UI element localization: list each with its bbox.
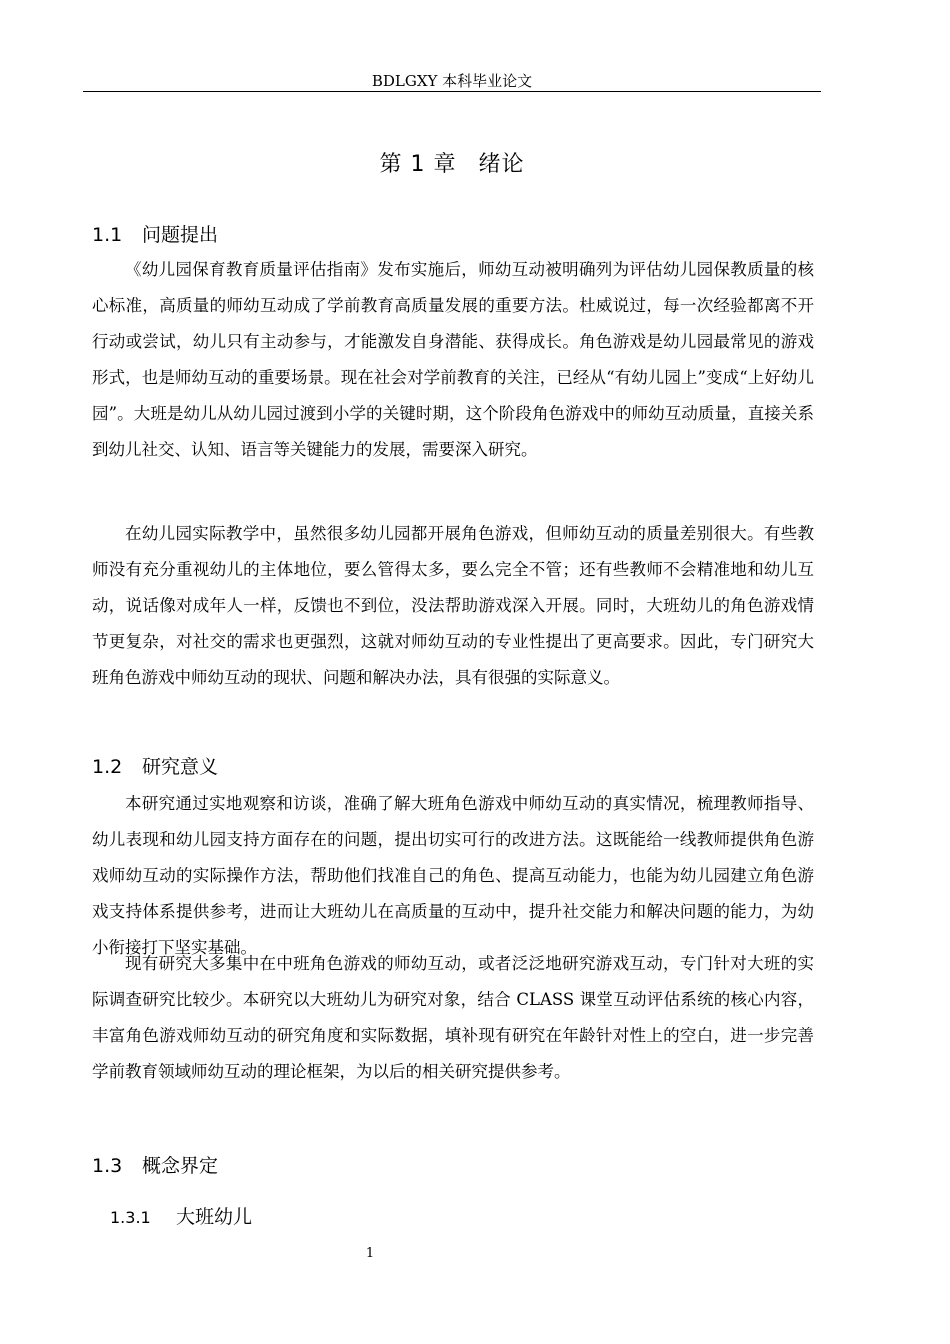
section-heading-1-3 (92, 1151, 218, 1178)
section-name: 概念界定 (142, 1155, 219, 1177)
section-number: 1.3 (92, 1155, 123, 1177)
section-heading-1-2 (92, 752, 218, 779)
section-number: 1.2 (92, 756, 123, 778)
header-rule (83, 91, 821, 92)
running-header: BDLGXY 本科毕业论文 (371, 72, 533, 90)
section-name: 问题提出 (142, 224, 219, 246)
chapter-name: 绪论 (478, 152, 525, 177)
section-number: 1.1 (92, 224, 123, 246)
chapter-number: 第 1 章 (379, 152, 457, 177)
chapter-title (83, 147, 821, 178)
page-number: 1 (365, 1246, 375, 1261)
subsection-name: 大班幼儿 (176, 1206, 253, 1228)
subsection-number: 1.3.1 (110, 1208, 151, 1227)
paragraph: 现有研究大多集中在中班角色游戏的师幼互动，或者泛泛地研究游戏互动，专门针对大班的实际调查研究比较少。本研究以大班幼儿为研究对象，结合 CLASS 课堂互动评估系统的核心内容，丰富角色游戏师幼互动的研究角度和实际数据，填补现有研究在年龄针对性上的空白，进一步完善学前教育领域师幼互动的理论框架，为以后的相关研究提供参考。 (92, 954, 814, 1081)
section-name: 研究意义 (142, 756, 219, 778)
paragraph: 《幼儿园保育教育质量评估指南》发布实施后，师幼互动被明确列为评估幼儿园保教质量的核心标准，高质量的师幼互动成了学前教育高质量发展的重要方法。杜威说过，每一次经验都离不开行动或尝试，幼儿只有主动参与，才能激发自身潜能、获得成长。角色游戏是幼儿园最常见的游戏形式，也是师幼互动的重要场景。现在社会对学前教育的关注，已经从“有幼儿园上”变成“上好幼儿园”。大班是幼儿从幼儿园过渡到小学的关键时期，这个阶段角色游戏中的师幼互动质量，直接关系到幼儿社交、认知、语言等关键能力的发展，需要深入研究。 (92, 260, 814, 459)
section-heading-1-1 (92, 220, 218, 247)
paragraph: 在幼儿园实际教学中，虽然很多幼儿园都开展角色游戏，但师幼互动的质量差别很大。有些教师没有充分重视幼儿的主体地位，要么管得太多，要么完全不管；还有些教师不会精准地和幼儿互动，说话像对成年人一样，反馈也不到位，没法帮助游戏深入开展。同时，大班幼儿的角色游戏情节更复杂，对社交的需求也更强烈，这就对师幼互动的专业性提出了更高要求。因此，专门研究大班角色游戏中师幼互动的现状、问题和解决办法，具有很强的实际意义。 (92, 524, 814, 687)
paragraph: 本研究通过实地观察和访谈，准确了解大班角色游戏中师幼互动的真实情况，梳理教师指导、幼儿表现和幼儿园支持方面存在的问题，提出切实可行的改进方法。这既能给一线教师提供角色游戏师幼互动的实际操作方法，帮助他们找准自己的角色、提高互动能力，也能为幼儿园建立角色游戏支持体系提供参考，进而让大班幼儿在高质量的互动中，提升社交能力和解决问题的能力，为幼小衔接打下坚实基础。 (92, 794, 814, 957)
subsection-heading-1-3-1 (110, 1202, 252, 1229)
